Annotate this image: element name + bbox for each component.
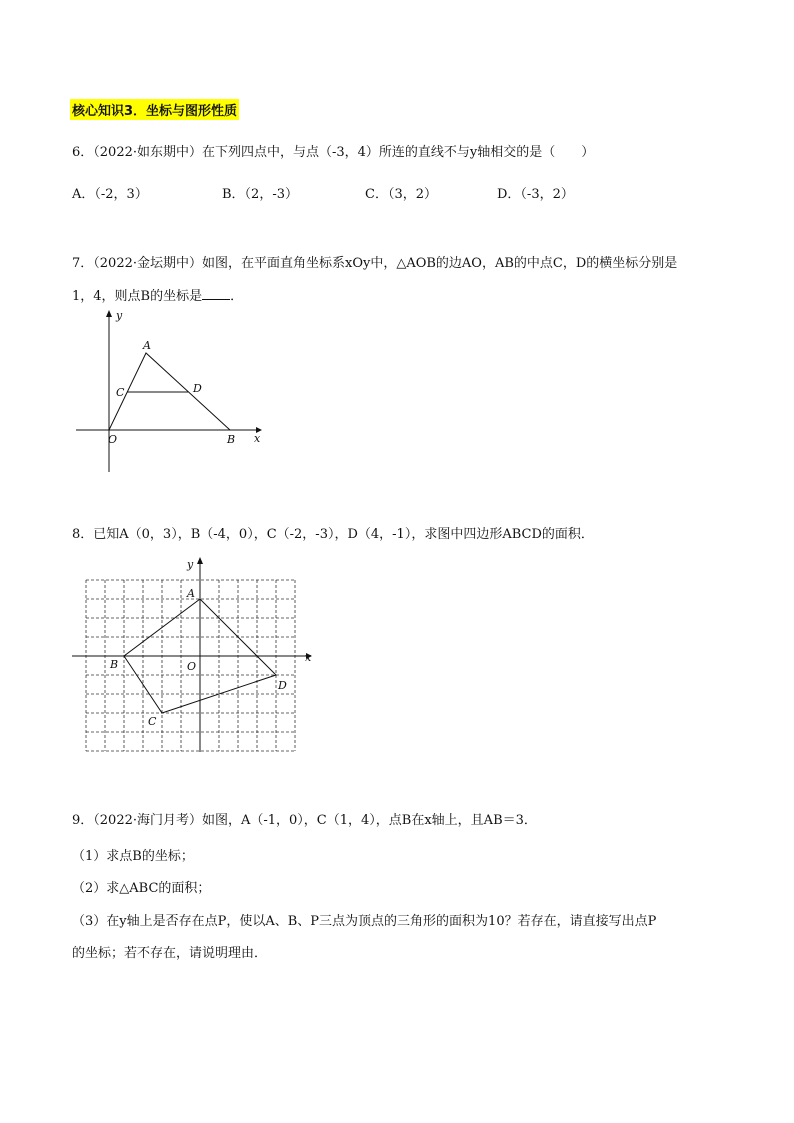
q9-part-3: （3）在y轴上是否存在点P，使以A、B、P三点为顶点的三角形的面积为10？若存在，请直接写出点P [72,914,657,929]
question-9-stem: 9．（2022·海门月考）如图，A（-1，0），C（1，4），点B在x轴上，且AB＝3． [72,813,537,828]
label-x: x [254,432,261,445]
answer-blank [202,288,230,300]
question-7-line1: 7．（2022·金坛期中）如图，在平面直角坐标系xOy中，△AOB的边AO，AB的中点C，D的横坐标分别是 [72,256,678,271]
label-o: O [187,660,197,673]
label-d: D [278,679,287,692]
question-6-stem: 6．（2022·如东期中）在下列四点中，与点（-3，4）所连的直线不与y轴相交的是（ ） [72,145,595,160]
question-8-stem: 8．已知A（0，3），B（-4，0），C（-2，-3），D（4，-1），求图中四边形ABCD的面积． [72,527,594,542]
label-y: y [116,309,123,322]
label-b: B [227,433,236,446]
y-axis-arrow [197,557,203,564]
q7-figure [70,305,270,475]
q6-option-d: D．（-3，2） [497,187,574,202]
label-b: B [110,658,119,671]
q6-option-a: A．（-2，3） [72,187,148,202]
label-c: C [148,715,157,728]
q7-line2-prefix: 1，4，则点B的坐标是 [72,289,203,304]
question-7-line2 [72,285,243,304]
q9-part-1: （1）求点B的坐标； [72,849,194,864]
label-x: x [305,651,312,664]
label-d: D [193,382,202,395]
q6-option-c: C．（3，2） [365,187,437,202]
y-axis-arrow [106,310,112,317]
q8-figure [60,552,330,762]
label-a: A [143,339,151,352]
q7-line2-suffix: ． [230,289,244,304]
q9-part-2: （2）求△ABC的面积； [72,881,211,896]
section-title: 核心知识3．坐标与图形性质 [70,99,239,120]
label-a: A [187,587,195,600]
label-y: y [187,558,194,571]
label-c: C [116,386,125,399]
q6-option-b: B．（2，-3） [222,187,298,202]
label-o: O [108,433,118,446]
q9-part-3-cont: 的坐标；若不存在，请说明理由． [72,946,268,961]
